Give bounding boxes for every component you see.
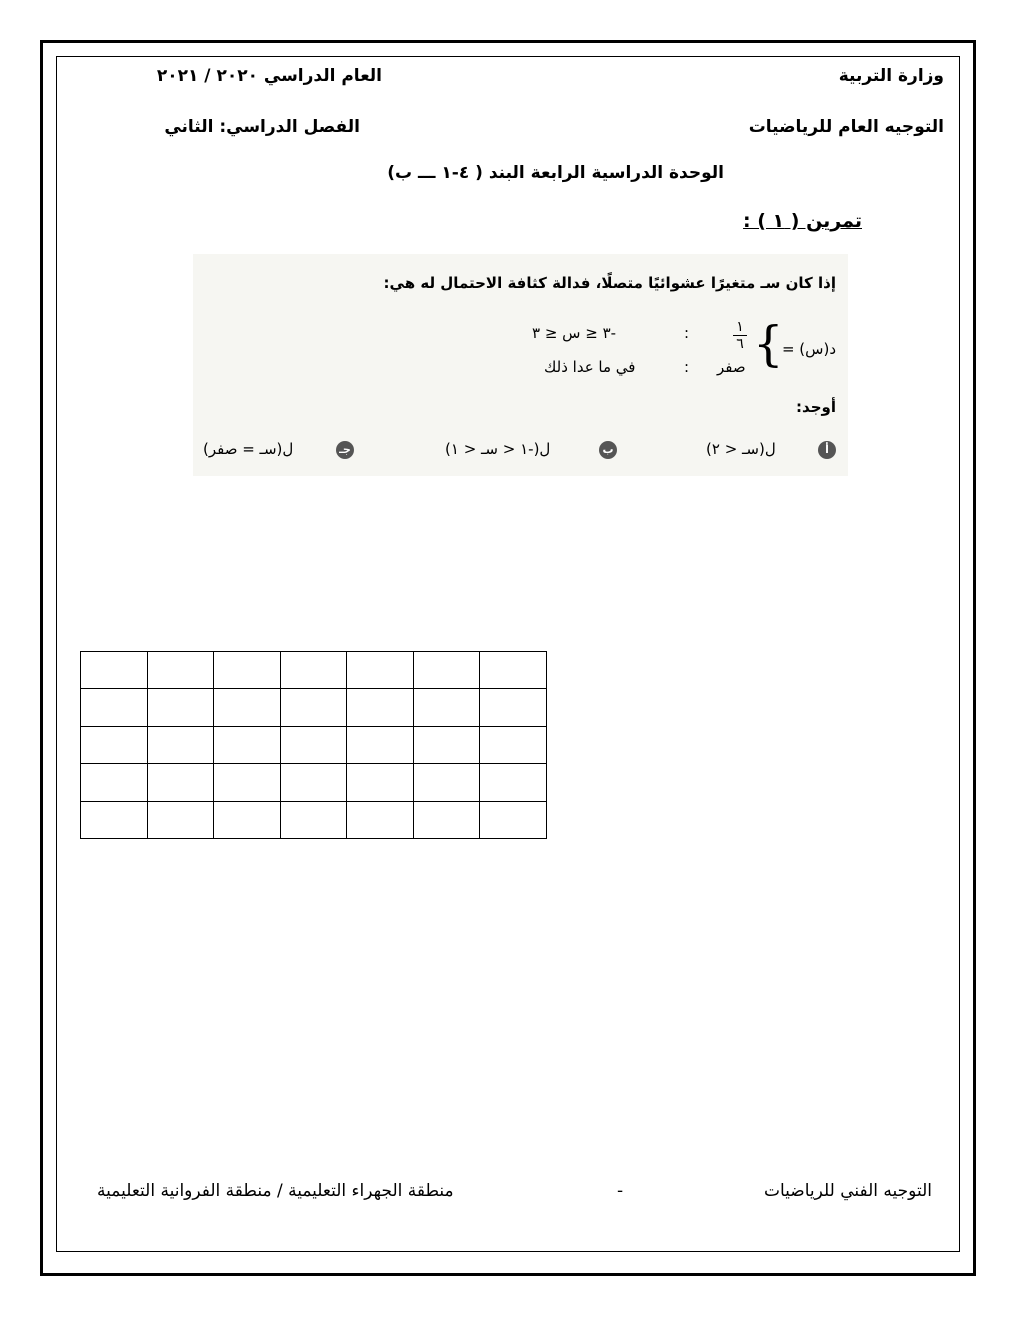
case2-condition: في ما عدا ذلك	[544, 358, 636, 376]
grid-cell	[347, 801, 414, 838]
semester: الفصل الدراسي: الثاني	[164, 117, 360, 137]
unit-title: الوحدة الدراسية الرابعة البند ( ٤-١ ـــ ب)	[387, 163, 724, 183]
grid-cell	[413, 652, 480, 689]
part-c-text: ل(سـ = صفر)	[203, 440, 294, 458]
part-b-badge: ب	[599, 441, 617, 459]
grid-cell	[81, 801, 148, 838]
grid-cell	[214, 801, 281, 838]
grid-row	[81, 801, 547, 838]
grid-cell	[147, 801, 214, 838]
grid-row	[81, 764, 547, 801]
footer-regions: منطقة الجهراء التعليمية / منطقة الفروانية التعليمية	[97, 1181, 454, 1201]
problem-statement: إذا كان سـ متغيرًا عشوائيًا متصلًا، فدالة كثافة الاحتمال له هي:	[383, 274, 836, 292]
grid-row	[81, 689, 547, 726]
grid-cell	[413, 801, 480, 838]
grid-cell	[480, 726, 547, 763]
grid-cell	[480, 652, 547, 689]
find-label: أوجد:	[796, 398, 836, 416]
grid-cell	[347, 764, 414, 801]
case1-separator: :	[684, 324, 690, 342]
grid-row	[81, 652, 547, 689]
case1-condition: -٣ ≤ س ≤ ٣	[532, 324, 617, 342]
grid-cell	[280, 801, 347, 838]
fraction-numerator: ١	[736, 319, 744, 335]
grid-cell	[147, 726, 214, 763]
part-a-text: ل(سـ < ٢)	[706, 440, 776, 458]
grid-cell	[347, 689, 414, 726]
fraction-denominator: ٦	[736, 336, 744, 352]
grid-cell	[81, 689, 148, 726]
grid-cell	[147, 652, 214, 689]
case2-separator: :	[684, 358, 690, 376]
case2-value: صفر	[717, 358, 746, 376]
part-c-badge: جـ	[336, 441, 354, 459]
footer-separator: -	[617, 1181, 624, 1201]
grid-cell	[280, 689, 347, 726]
grid-cell	[480, 801, 547, 838]
answer-grid	[80, 651, 547, 839]
grid-cell	[413, 764, 480, 801]
grid-cell	[480, 689, 547, 726]
directorate-name: التوجيه العام للرياضيات	[748, 117, 944, 137]
grid-cell	[280, 726, 347, 763]
piecewise-brace: {	[753, 316, 784, 372]
ministry-name: وزارة التربية	[838, 66, 944, 86]
grid-row	[81, 726, 547, 763]
grid-cell	[147, 689, 214, 726]
grid-cell	[413, 726, 480, 763]
grid-cell	[81, 652, 148, 689]
problem-box	[193, 254, 848, 476]
grid-cell	[480, 764, 547, 801]
grid-cell	[214, 652, 281, 689]
grid-cell	[147, 764, 214, 801]
grid-cell	[214, 689, 281, 726]
grid-cell	[413, 689, 480, 726]
function-lhs: د(س) =	[781, 340, 836, 358]
academic-year: العام الدراسي ٢٠٢٠ / ٢٠٢١	[156, 66, 382, 86]
exercise-title: تمرين ( ١ ) :	[743, 210, 862, 232]
grid-cell	[214, 764, 281, 801]
fraction-one-sixth	[730, 320, 750, 351]
grid-cell	[347, 652, 414, 689]
part-b-text: ل(-١ < سـ < ١)	[445, 440, 551, 458]
grid-cell	[214, 726, 281, 763]
grid-cell	[81, 764, 148, 801]
grid-cell	[280, 652, 347, 689]
grid-cell	[347, 726, 414, 763]
grid-cell	[81, 726, 148, 763]
footer-directorate: التوجيه الفني للرياضيات	[763, 1181, 932, 1201]
grid-cell	[280, 764, 347, 801]
part-a-badge: أ	[818, 441, 836, 459]
